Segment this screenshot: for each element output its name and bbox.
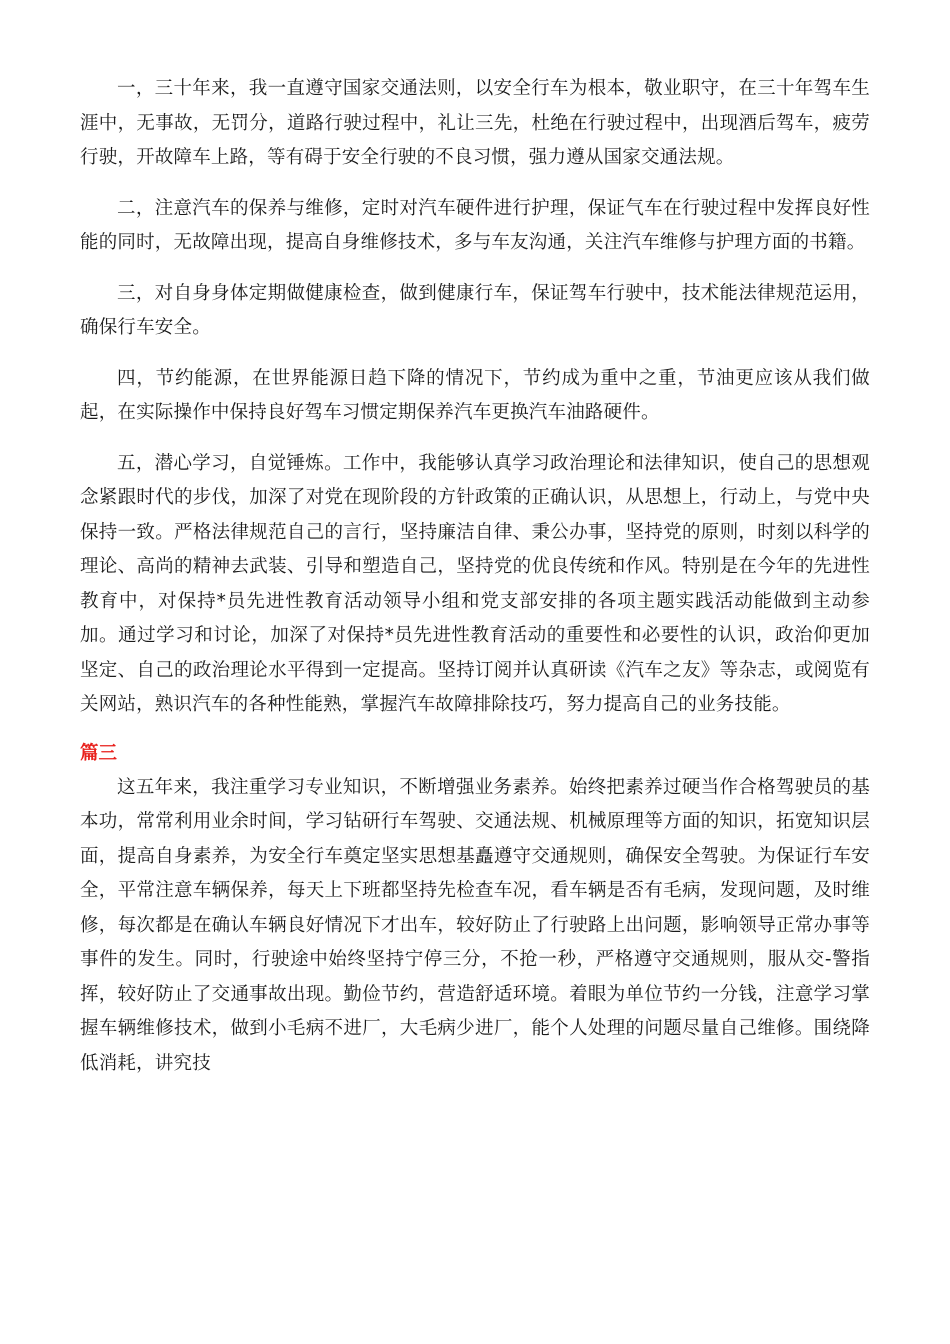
paragraph-3: 三，对自身身体定期做健康检查，做到健康行车，保证驾车行驶中，技术能法律规范运用，确保行车安全。	[80, 282, 870, 338]
document-page	[80, 72, 870, 1081]
paragraph-2: 二，注意汽车的保养与维修，定时对汽车硬件进行护理，保证气车在行驶过程中发挥良好性能的同时，无故障出现，提高自身维修技术，多与车友沟通，关注汽车维修与护理方面的书籍。	[80, 197, 870, 253]
paragraph-5: 五，潜心学习，自觉锤炼。工作中，我能够认真学习政治理论和法律知识，使自己的思想观念紧跟时代的步伐，加深了对党在现阶段的方针政策的正确认识，从思想上，行动上，与党中央保持一致。严格法律规范自己的言行，坚持廉洁自律、秉公办事，坚持党的原则，时刻以科学的理论、高尚的精神去武装、引导和塑造自己，坚持党的优良传统和作风。特别是在今年的先进性教育中，对保持*员先进性教育活动领导小组和党支部安排的各项主题实践活动能做到主动参加。通过学习和讨论，加深了对保持*员先进性教育活动的重要性和必要性的认识，政治仰更加坚定、自己的政治理论水平得到一定提高。坚持订阅并认真研读《汽车之友》等杂志，或阅览有关网站，熟识汽车的各种性能熟，掌握汽车故障排除技巧，努力提高自己的业务技能。	[80, 452, 870, 715]
paragraph-4: 四，节约能源，在世界能源日趋下降的情况下，节约成为重中之重，节油更应该从我们做起，在实际操作中保持良好驾车习惯定期保养汽车更换汽车油路硬件。	[80, 367, 870, 423]
section-title: 篇三	[80, 742, 118, 764]
section-3-paragraph: 这五年来，我注重学习专业知识，不断增强业务素养。始终把素养过硬当作合格驾驶员的基本功，常常利用业余时间，学习钻研行车驾驶、交通法规、机械原理等方面的知识，拓宽知识层面，提高自身素养，为安全行车奠定坚实思想基矗遵守交通规则，确保安全驾驶。为保证行车安全，平常注意车辆保养，每天上下班都坚持先检查车况，看车辆是否有毛病，发现问题，及时维修，每次都是在确认车辆良好情况下才出车，较好防止了行驶路上出问题，影响领导正常办事等事件的发生。同时，行驶途中始终坚持宁停三分，不抢一秒，严格遵守交通规则，服从交-警指挥，较好防止了交通事故出现。勤俭节约，营造舒适环境。着眼为单位节约一分钱，注意学习掌握车辆维修技术，做到小毛病不进厂，大毛病少进厂，能个人处理的问题尽量自己维修。围绕降低消耗，讲究技	[80, 776, 870, 1074]
paragraph-1: 一，三十年来，我一直遵守国家交通法则，以安全行车为根本，敬业职守，在三十年驾车生涯中，无事故，无罚分，道路行驶过程中，礼让三先，杜绝在行驶过程中，出现酒后驾车，疲劳行驶，开故障车上路，等有碍于安全行驶的不良习惯，强力遵从国家交通法规。	[80, 78, 870, 168]
